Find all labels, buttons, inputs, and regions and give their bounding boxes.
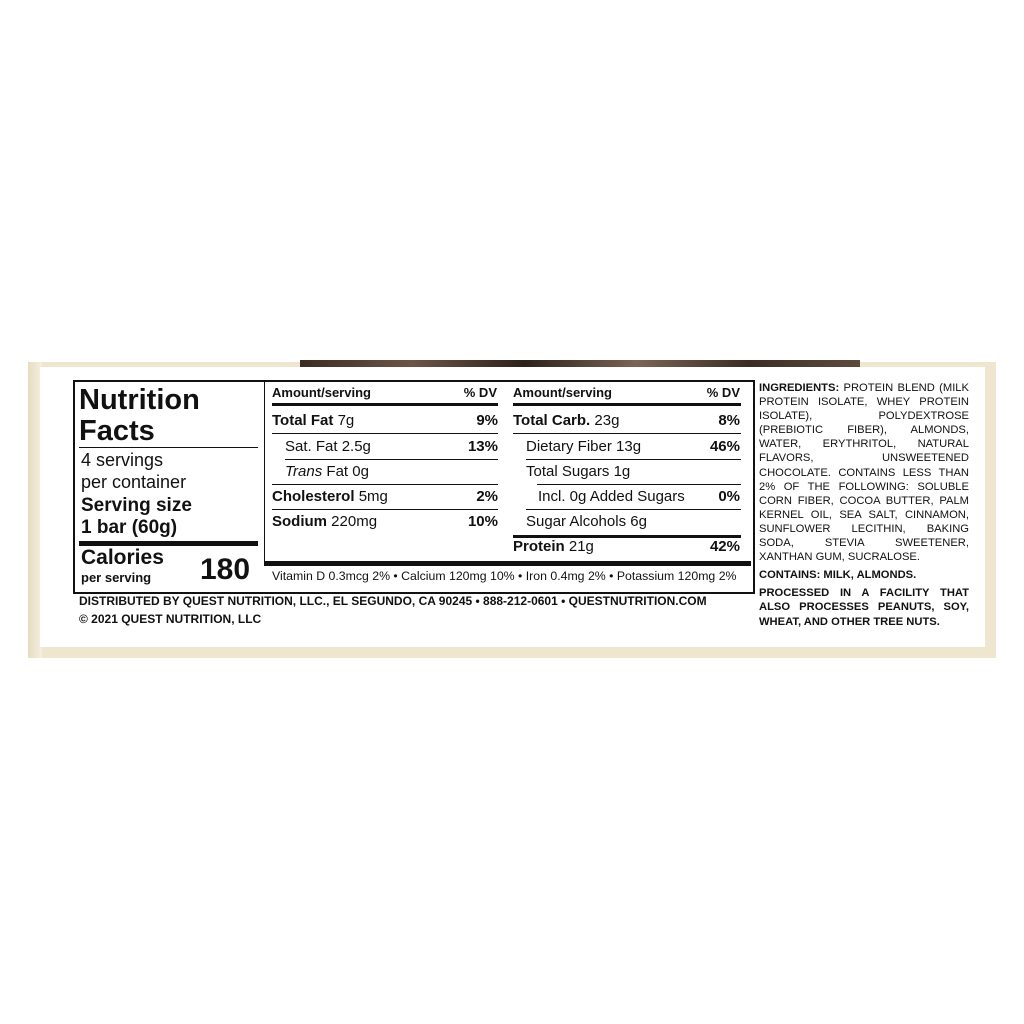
- protein-label: Protein: [513, 538, 565, 555]
- row-rule: [272, 433, 498, 434]
- cholesterol-label: Cholesterol: [272, 488, 355, 505]
- row-rule: [513, 433, 741, 434]
- divider: [79, 447, 258, 448]
- vitamins-minerals: Vitamin D 0.3mcg 2% • Calcium 120mg 10% • Iron 0.4mg 2% • Potassium 120mg 2%: [272, 569, 737, 583]
- calories-sub-label: per serving: [81, 570, 152, 585]
- calories-label: Calories: [81, 546, 164, 569]
- row-total-fat: [272, 412, 354, 430]
- protein-dv: 42%: [709, 538, 740, 555]
- row-rule: [526, 459, 741, 460]
- col2-header-dv: % DV: [706, 385, 740, 400]
- row-rule: [537, 484, 741, 485]
- total-fat-amount: 7g: [337, 412, 355, 429]
- col2-header-rule: [513, 403, 741, 406]
- servings-line-2: per container: [81, 472, 187, 492]
- row-cholesterol: [272, 488, 388, 506]
- serving-size-value: 1 bar (60g): [81, 517, 178, 538]
- calories-value: 180: [200, 553, 251, 586]
- sat-fat-amount: 2.5g: [341, 438, 371, 455]
- ingredients-text: PROTEIN BLEND (MILK PROTEIN ISOLATE, WHEY PROTEIN ISOLATE), POLYDEXTROSE (PREBIOTIC FIBER), ALMONDS, WATER, ERYTHRITOL, NATURAL FLAVORS, UNSWEETENED CHOCOLATE. CONTAINS LESS THAN 2% OF THE FOLLOWING: SOLUBLE CORN FIBER, COCOA BUTTER, PALM KERNEL OIL, SEA SALT, CINNAMON, SUNFLOWER LECITHIN, BAKING SODA, STEVIA SWEETENER, XANTHAN GUM, SUCRALOSE.: [759, 382, 969, 564]
- facility-warning: PROCESSED IN A FACILITY THAT ALSO PROCESSES PEANUTS, SOY, WHEAT, AND OTHER TREE NUTS.: [759, 587, 969, 628]
- total-sugars-label: Total Sugars: [526, 463, 610, 480]
- col2-header-amount: Amount/serving: [513, 385, 612, 400]
- sodium-dv: 10%: [467, 513, 498, 530]
- dietary-fiber-label: Dietary Fiber: [526, 438, 612, 455]
- copyright-line: © 2021 QUEST NUTRITION, LLC: [79, 612, 262, 626]
- trans-fat-amount: Fat 0g: [326, 463, 369, 480]
- cholesterol-dv: 2%: [476, 488, 498, 505]
- serving-size: [81, 495, 192, 539]
- allergen-contains: CONTAINS: MILK, ALMONDS.: [759, 569, 917, 582]
- row-sugar-alcohols: [526, 513, 647, 531]
- sodium-label: Sodium: [272, 513, 327, 530]
- col1-header-dv: % DV: [463, 385, 497, 400]
- sodium-amount: 220mg: [331, 513, 378, 530]
- vitamins-rule: [265, 561, 751, 566]
- row-rule: [272, 509, 498, 510]
- row-total-carb: [513, 412, 619, 430]
- nutrition-facts-title: [79, 385, 200, 447]
- col1-header-amount: Amount/serving: [272, 385, 371, 400]
- sugar-alcohols-label: Sugar Alcohols: [526, 513, 627, 530]
- sat-fat-dv: 13%: [467, 438, 498, 455]
- protein-amount: 21g: [568, 538, 594, 555]
- dietary-fiber-dv: 46%: [709, 438, 740, 455]
- row-trans-fat: [285, 463, 369, 481]
- cholesterol-amount: 5mg: [358, 488, 388, 505]
- sugar-alcohols-amount: 6g: [630, 513, 647, 530]
- ingredients-block: [759, 381, 969, 633]
- trans-label: Trans: [285, 463, 323, 480]
- row-sodium: [272, 513, 377, 531]
- servings-per-container: [81, 449, 186, 493]
- row-protein: [513, 538, 594, 556]
- row-dietary-fiber: [526, 438, 641, 456]
- total-fat-label: Total Fat: [272, 412, 334, 429]
- row-sat-fat: [285, 438, 371, 456]
- column-divider: [264, 380, 265, 566]
- total-carb-amount: 23g: [594, 412, 620, 429]
- col1-header-rule: [272, 403, 498, 406]
- dietary-fiber-amount: 13g: [616, 438, 642, 455]
- serving-size-label: Serving size: [81, 495, 192, 516]
- total-sugars-amount: 1g: [613, 463, 631, 480]
- title-line-2: Facts: [79, 415, 155, 447]
- row-rule: [526, 509, 741, 510]
- total-carb-label: Total Carb.: [513, 412, 591, 429]
- added-sugars-label: Incl. 0g Added Sugars: [538, 488, 685, 505]
- distributor-line: DISTRIBUTED BY QUEST NUTRITION, LLC., EL SEGUNDO, CA 90245 • 888-212-0601 • QUESTNUTRITION.COM: [79, 594, 707, 608]
- row-rule: [285, 459, 498, 460]
- total-fat-dv: 9%: [476, 412, 498, 429]
- total-carb-dv: 8%: [718, 412, 740, 429]
- servings-line-1: 4 servings: [81, 450, 164, 470]
- added-sugars-dv: 0%: [718, 488, 740, 505]
- title-line-1: Nutrition: [79, 384, 200, 416]
- row-total-sugars: [526, 463, 630, 481]
- row-rule: [272, 484, 498, 485]
- ingredients-label: INGREDIENTS:: [759, 382, 840, 394]
- sat-fat-label: Sat. Fat: [285, 438, 338, 455]
